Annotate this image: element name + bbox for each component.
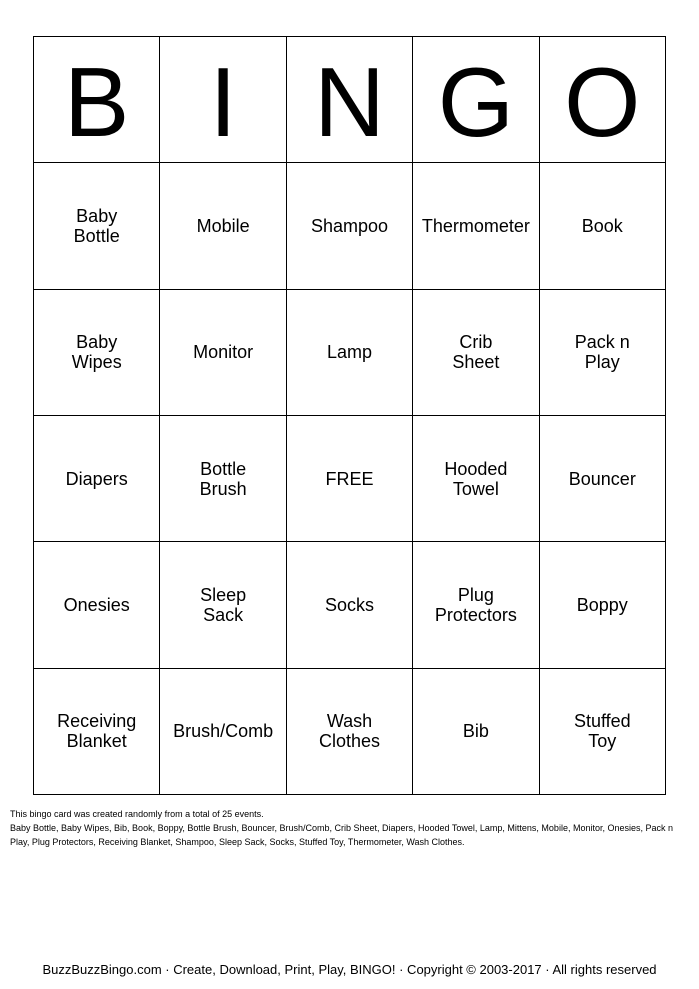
bingo-square: Crib Sheet [413, 290, 539, 416]
bingo-square: Bottle Brush [160, 416, 286, 542]
header-letter-i: I [160, 37, 286, 163]
bingo-square: Receiving Blanket [34, 669, 160, 795]
header-letter-b: B [34, 37, 160, 163]
bingo-square: Monitor [160, 290, 286, 416]
bingo-square: Mobile [160, 163, 286, 289]
card-note [10, 807, 690, 849]
bingo-square: Hooded Towel [413, 416, 539, 542]
bingo-square: Baby Bottle [34, 163, 160, 289]
bingo-square: Lamp [287, 290, 413, 416]
bingo-square: Thermometer [413, 163, 539, 289]
bingo-card [33, 36, 666, 795]
bingo-square: Book [540, 163, 666, 289]
bingo-square: Boppy [540, 542, 666, 668]
bingo-square: Baby Wipes [34, 290, 160, 416]
bingo-square: Sleep Sack [160, 542, 286, 668]
bingo-square: Brush/Comb [160, 669, 286, 795]
page-footer: BuzzBuzzBingo.com · Create, Download, Print, Play, BINGO! · Copyright © 2003-2017 · All rights reserved [42, 962, 657, 977]
bingo-square: Pack n Play [540, 290, 666, 416]
free-square: FREE [287, 416, 413, 542]
bingo-square: Onesies [34, 542, 160, 668]
bingo-square: Diapers [34, 416, 160, 542]
bingo-square: Socks [287, 542, 413, 668]
bingo-square: Bib [413, 669, 539, 795]
bingo-square: Bouncer [540, 416, 666, 542]
card-note-event-list: Baby Bottle, Baby Wipes, Bib, Book, Boppy, Bottle Brush, Bouncer, Brush/Comb, Crib Sheet, Diapers, Hooded Towel, Lamp, Mittens, Mobile, Monitor, Onesies, Pack n Play, Plug Protectors, Receiving Blanket, Shampoo, Sleep Sack, Socks, Stuffed Toy, Thermometer, Wash Clothes. [10, 823, 673, 847]
header-letter-g: G [413, 37, 539, 163]
bingo-square: Plug Protectors [413, 542, 539, 668]
header-letter-o: O [540, 37, 666, 163]
bingo-square: Shampoo [287, 163, 413, 289]
header-letter-n: N [287, 37, 413, 163]
bingo-square: Wash Clothes [287, 669, 413, 795]
card-note-summary: This bingo card was created randomly from a total of 25 events. [10, 809, 264, 819]
bingo-square: Stuffed Toy [540, 669, 666, 795]
